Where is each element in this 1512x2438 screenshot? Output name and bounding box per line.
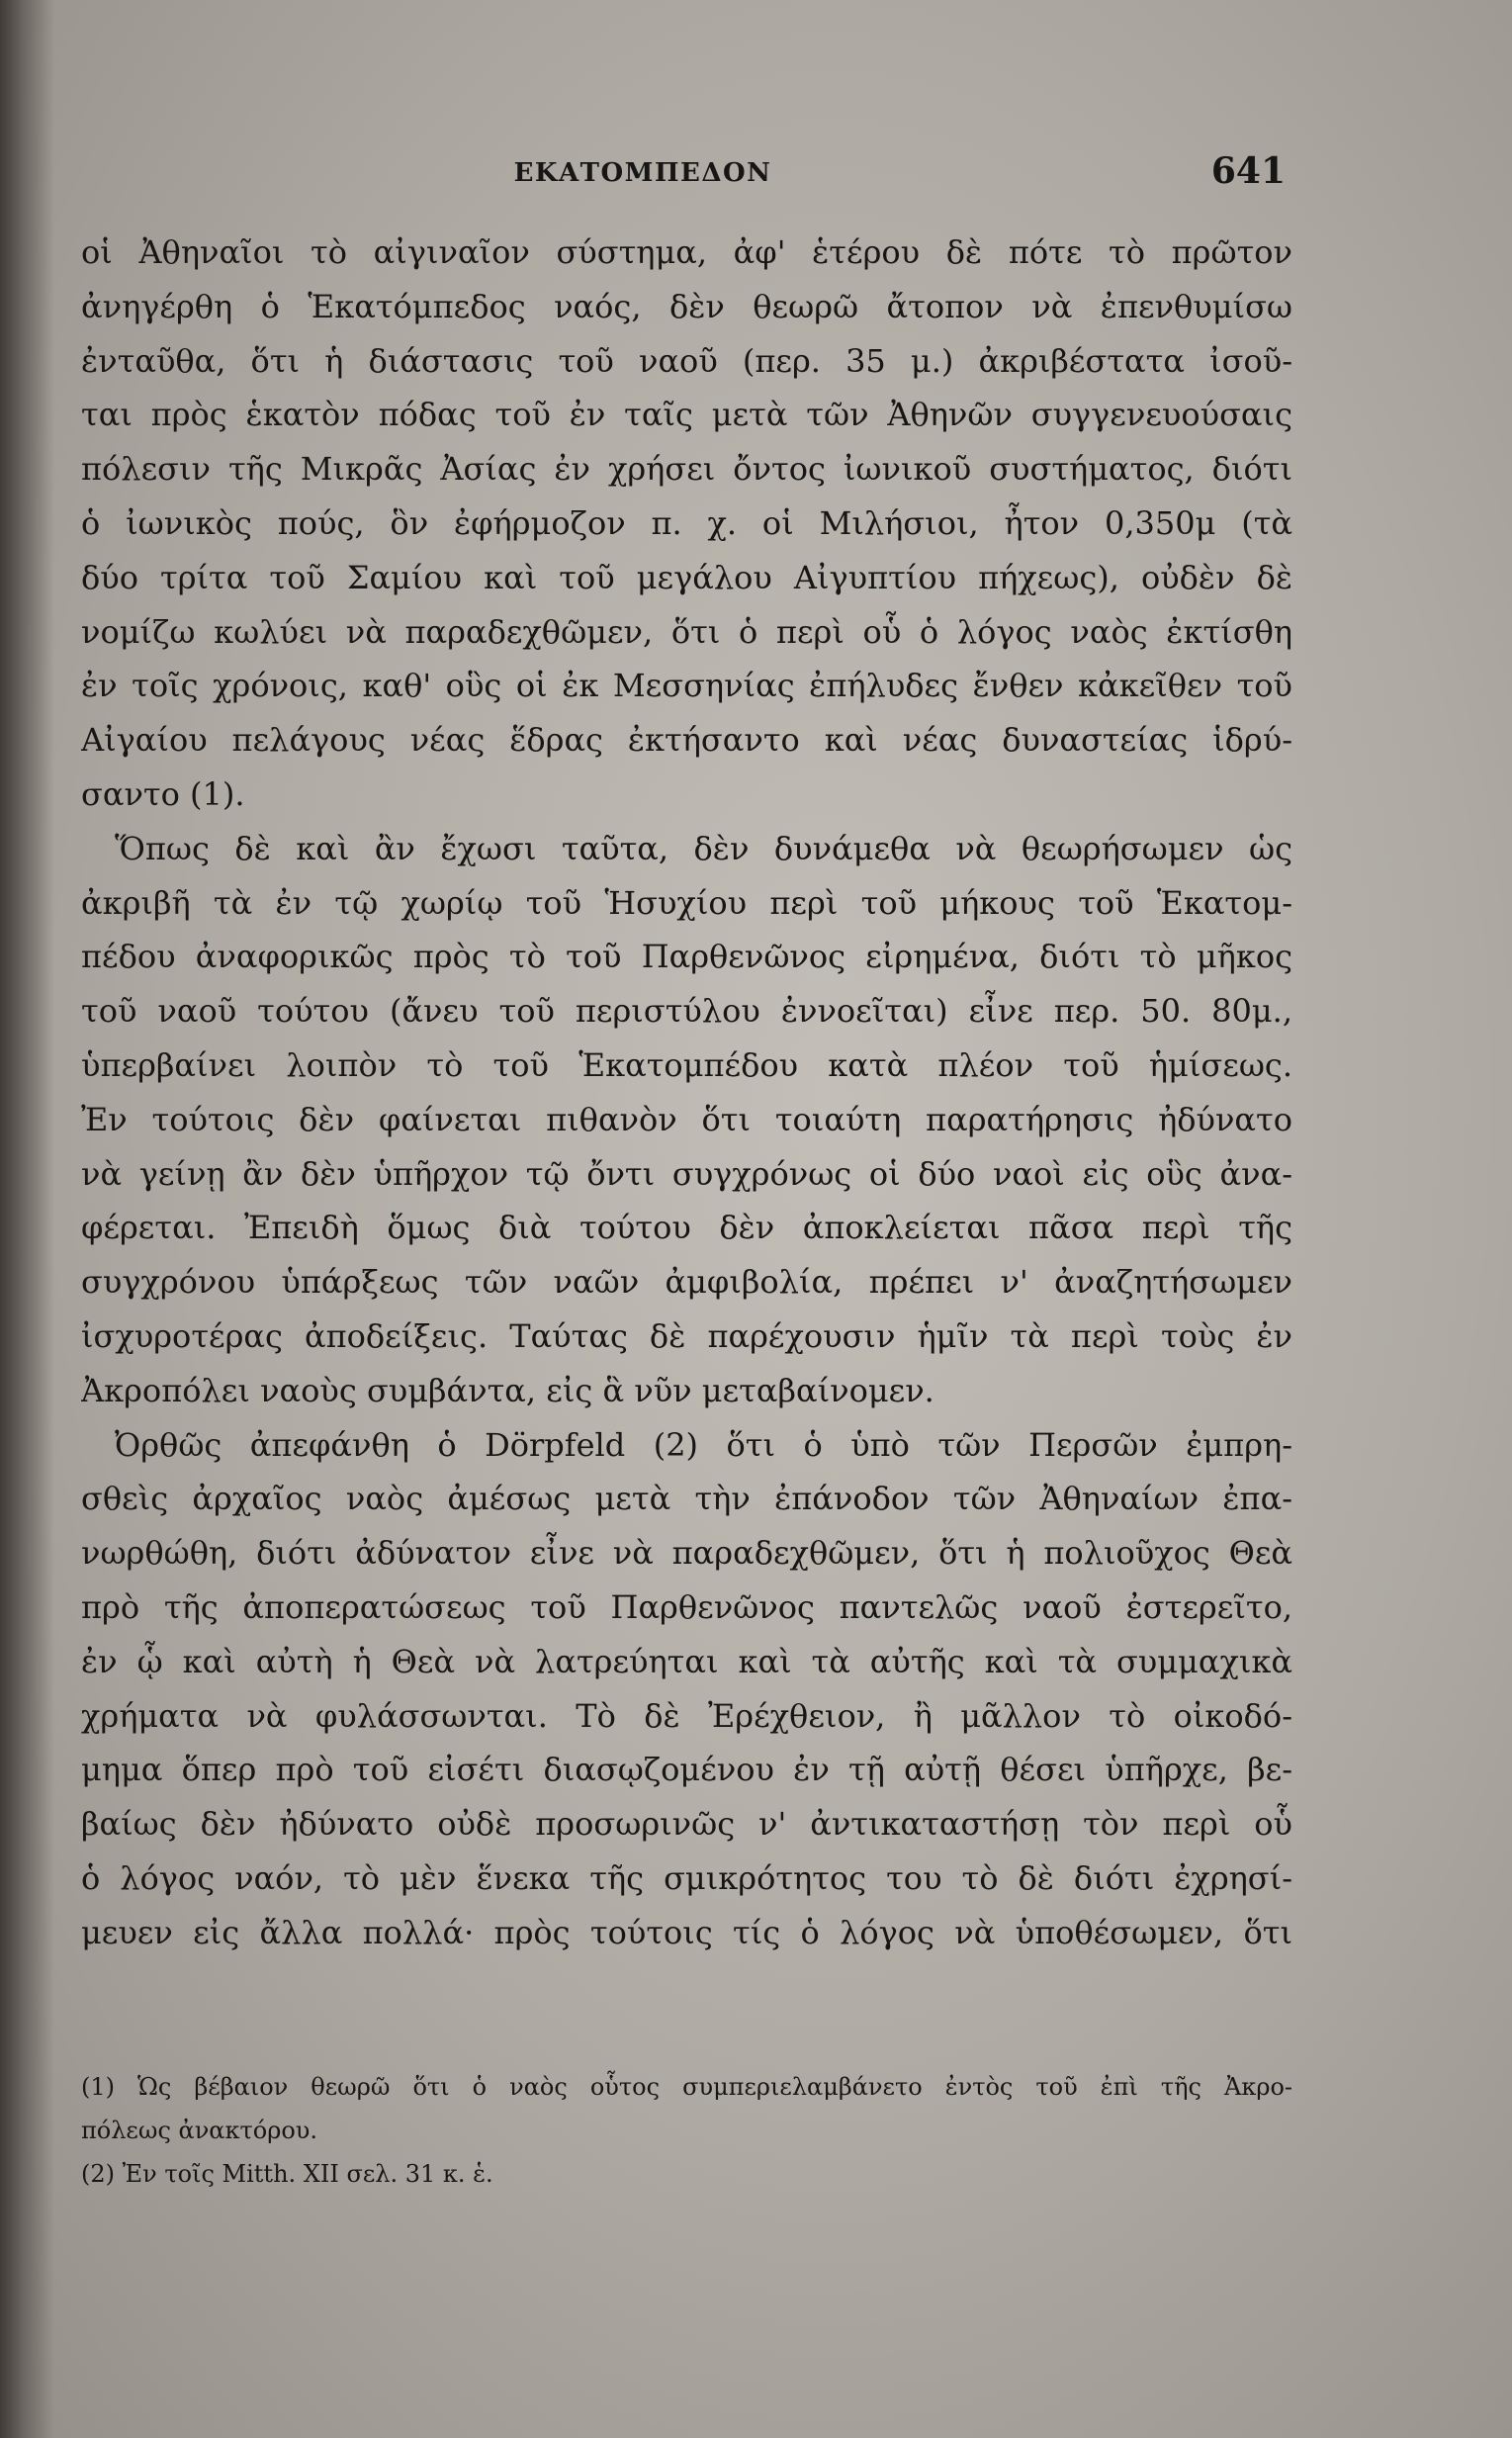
page-number: 641	[1210, 150, 1286, 192]
text-line: ται πρὸς ἑκατὸν πόδας τοῦ ἐν ταῖς μετὰ τῶν Ἀθηνῶν συγγενευούσαις	[81, 396, 1292, 434]
text-line: ἰσχυροτέρας ἀποδείξεις. Ταύτας δὲ παρέχουσιν ἡμῖν τὰ περὶ τοὺς ἐν	[81, 1316, 1292, 1355]
text-line: συγχρόνου ὑπάρξεως τῶν ναῶν ἀμφιβολία, πρέπει ν' ἀναζητήσωμεν	[81, 1263, 1292, 1302]
text-line: σαντο (1).	[81, 774, 245, 813]
text-line: οἱ Ἀθηναῖοι τὸ αἰγιναῖον σύστημα, ἀφ' ἑτέρου δὲ πότε τὸ πρῶτον	[81, 233, 1292, 271]
text-line: δύο τρίτα τοῦ Σαμίου καὶ τοῦ μεγάλου Αἰγυπτίου πήχεως), οὐδὲν δὲ	[81, 558, 1292, 596]
text-line: πέδου ἀναφορικῶς πρὸς τὸ τοῦ Παρθενῶνος εἰρημένα, διότι τὸ μῆκος	[81, 938, 1292, 976]
text-line: ὑπερβαίνει λοιπὸν τὸ τοῦ Ἑκατομπέδου κατὰ πλέον τοῦ ἡμίσεως.	[81, 1045, 1292, 1084]
running-title: ΕΚΑΤΟΜΠΕΔΟΝ	[513, 158, 772, 188]
text-line: Ἀκροπόλει ναοὺς συμβάντα, εἰς ἃ νῦν μεταβαίνομεν.	[81, 1371, 934, 1409]
text-line: ἐν ᾧ καὶ αὐτὴ ἡ Θεὰ νὰ λατρεύηται καὶ τὰ αὐτῆς καὶ τὰ συμμαχικὰ	[81, 1642, 1292, 1680]
footnote-1-continuation: πόλεως ἀνακτόρου.	[81, 2117, 318, 2144]
text-line: ἀνηγέρθη ὁ Ἑκατόμπεδος ναός, δὲν θεωρῶ ἄτοπον νὰ ἐπενθυμίσω	[81, 287, 1292, 325]
text-line: ὁ λόγος ναόν, τὸ μὲν ἕνεκα τῆς σμικρότητος του τὸ δὲ διότι ἐχρησί-	[81, 1858, 1292, 1897]
text-line: τοῦ ναοῦ τούτου (ἄνευ τοῦ περιστύλου ἐννοεῖται) εἶνε περ. 50. 80μ.,	[81, 992, 1292, 1031]
footnote-2: (2) Ἐν τοῖς Mitth. XII σελ. 31 κ. ἑ.	[81, 2160, 493, 2188]
footnote-1: (1) Ὡς βέβαιον θεωρῶ ὅτι ὁ ναὸς οὗτος συμπεριελαμβάνετο ἐντὸς τοῦ ἐπὶ τῆς Ἀκρο-	[81, 2073, 1292, 2101]
running-header	[84, 146, 1286, 196]
text-line: νομίζω κωλύει νὰ παραδεχθῶμεν, ὅτι ὁ περὶ οὗ ὁ λόγος ναὸς ἐκτίσθη	[81, 612, 1292, 651]
text-line: ἀκριβῆ τὰ ἐν τῷ χωρίῳ τοῦ Ἡσυχίου περὶ τοῦ μήκους τοῦ Ἑκατομ-	[81, 883, 1292, 922]
text-line: νὰ γείνῃ ἂν δὲν ὑπῆρχον τῷ ὄντι συγχρόνως οἱ δύο ναοὶ εἰς οὓς ἀνα-	[81, 1154, 1292, 1193]
text-line: φέρεται. Ἐπειδὴ ὅμως διὰ τούτου δὲν ἀποκλείεται πᾶσα περὶ τῆς	[81, 1209, 1292, 1247]
footnotes	[81, 2065, 1292, 2196]
paragraph-start-line: Ὀρθῶς ἀπεφάνθη ὁ Dörpfeld (2) ὅτι ὁ ὑπὸ τῶν Περσῶν ἐμπρη-	[115, 1425, 1292, 1464]
text-line: χρήματα νὰ φυλάσσωνται. Τὸ δὲ Ἐρέχθειον, ἢ μᾶλλον τὸ οἰκοδό-	[81, 1696, 1292, 1735]
paragraph-start-line: Ὅπως δὲ καὶ ἂν ἔχωσι ταῦτα, δὲν δυνάμεθα νὰ θεωρήσωμεν ὡς	[115, 829, 1292, 867]
body-text	[81, 226, 1292, 1960]
text-line: Αἰγαίου πελάγους νέας ἕδρας ἐκτήσαντο καὶ νέας δυναστείας ἱδρύ-	[81, 721, 1292, 760]
text-line: ἐνταῦθα, ὅτι ἡ διάστασις τοῦ ναοῦ (περ. 35 μ.) ἀκριβέστατα ἰσοῦ-	[81, 341, 1292, 380]
text-line: ὁ ἰωνικὸς πούς, ὃν ἐφήρμοζον π. χ. οἱ Μιλήσιοι, ἦτον 0,350μ (τὰ	[81, 503, 1292, 542]
text-line: βαίως δὲν ἠδύνατο οὐδὲ προσωρινῶς ν' ἀντικαταστήσῃ τὸν περὶ οὗ	[81, 1805, 1292, 1844]
text-line: Ἐν τούτοις δὲν φαίνεται πιθανὸν ὅτι τοιαύτη παρατήρησις ἠδύνατο	[81, 1100, 1292, 1138]
text-line: νωρθώθη, διότι ἀδύνατον εἶνε νὰ παραδεχθῶμεν, ὅτι ἡ πολιοῦχος Θεὰ	[81, 1534, 1292, 1573]
page-edge-shadow	[0, 0, 54, 2438]
text-line: σθεὶς ἀρχαῖος ναὸς ἀμέσως μετὰ τὴν ἐπάνοδον τῶν Ἀθηναίων ἐπα-	[81, 1480, 1292, 1518]
text-line: πρὸ τῆς ἀποπερατώσεως τοῦ Παρθενῶνος παντελῶς ναοῦ ἐστερεῖτο,	[81, 1587, 1292, 1626]
text-line: μημα ὅπερ πρὸ τοῦ εἰσέτι διασῳζομένου ἐν τῇ αὐτῇ θέσει ὑπῆρχε, βε-	[81, 1751, 1292, 1789]
text-line: μευεν εἰς ἄλλα πολλά· πρὸς τούτοις τίς ὁ λόγος νὰ ὑποθέσωμεν, ὅτι	[81, 1913, 1292, 1951]
text-line: πόλεσιν τῆς Μικρᾶς Ἀσίας ἐν χρήσει ὄντος ἰωνικοῦ συστήματος, διότι	[81, 450, 1292, 489]
text-line: ἐν τοῖς χρόνοις, καθ' οὓς οἱ ἐκ Μεσσηνίας ἐπήλυδες ἔνθεν κἀκεῖθεν τοῦ	[81, 667, 1292, 705]
